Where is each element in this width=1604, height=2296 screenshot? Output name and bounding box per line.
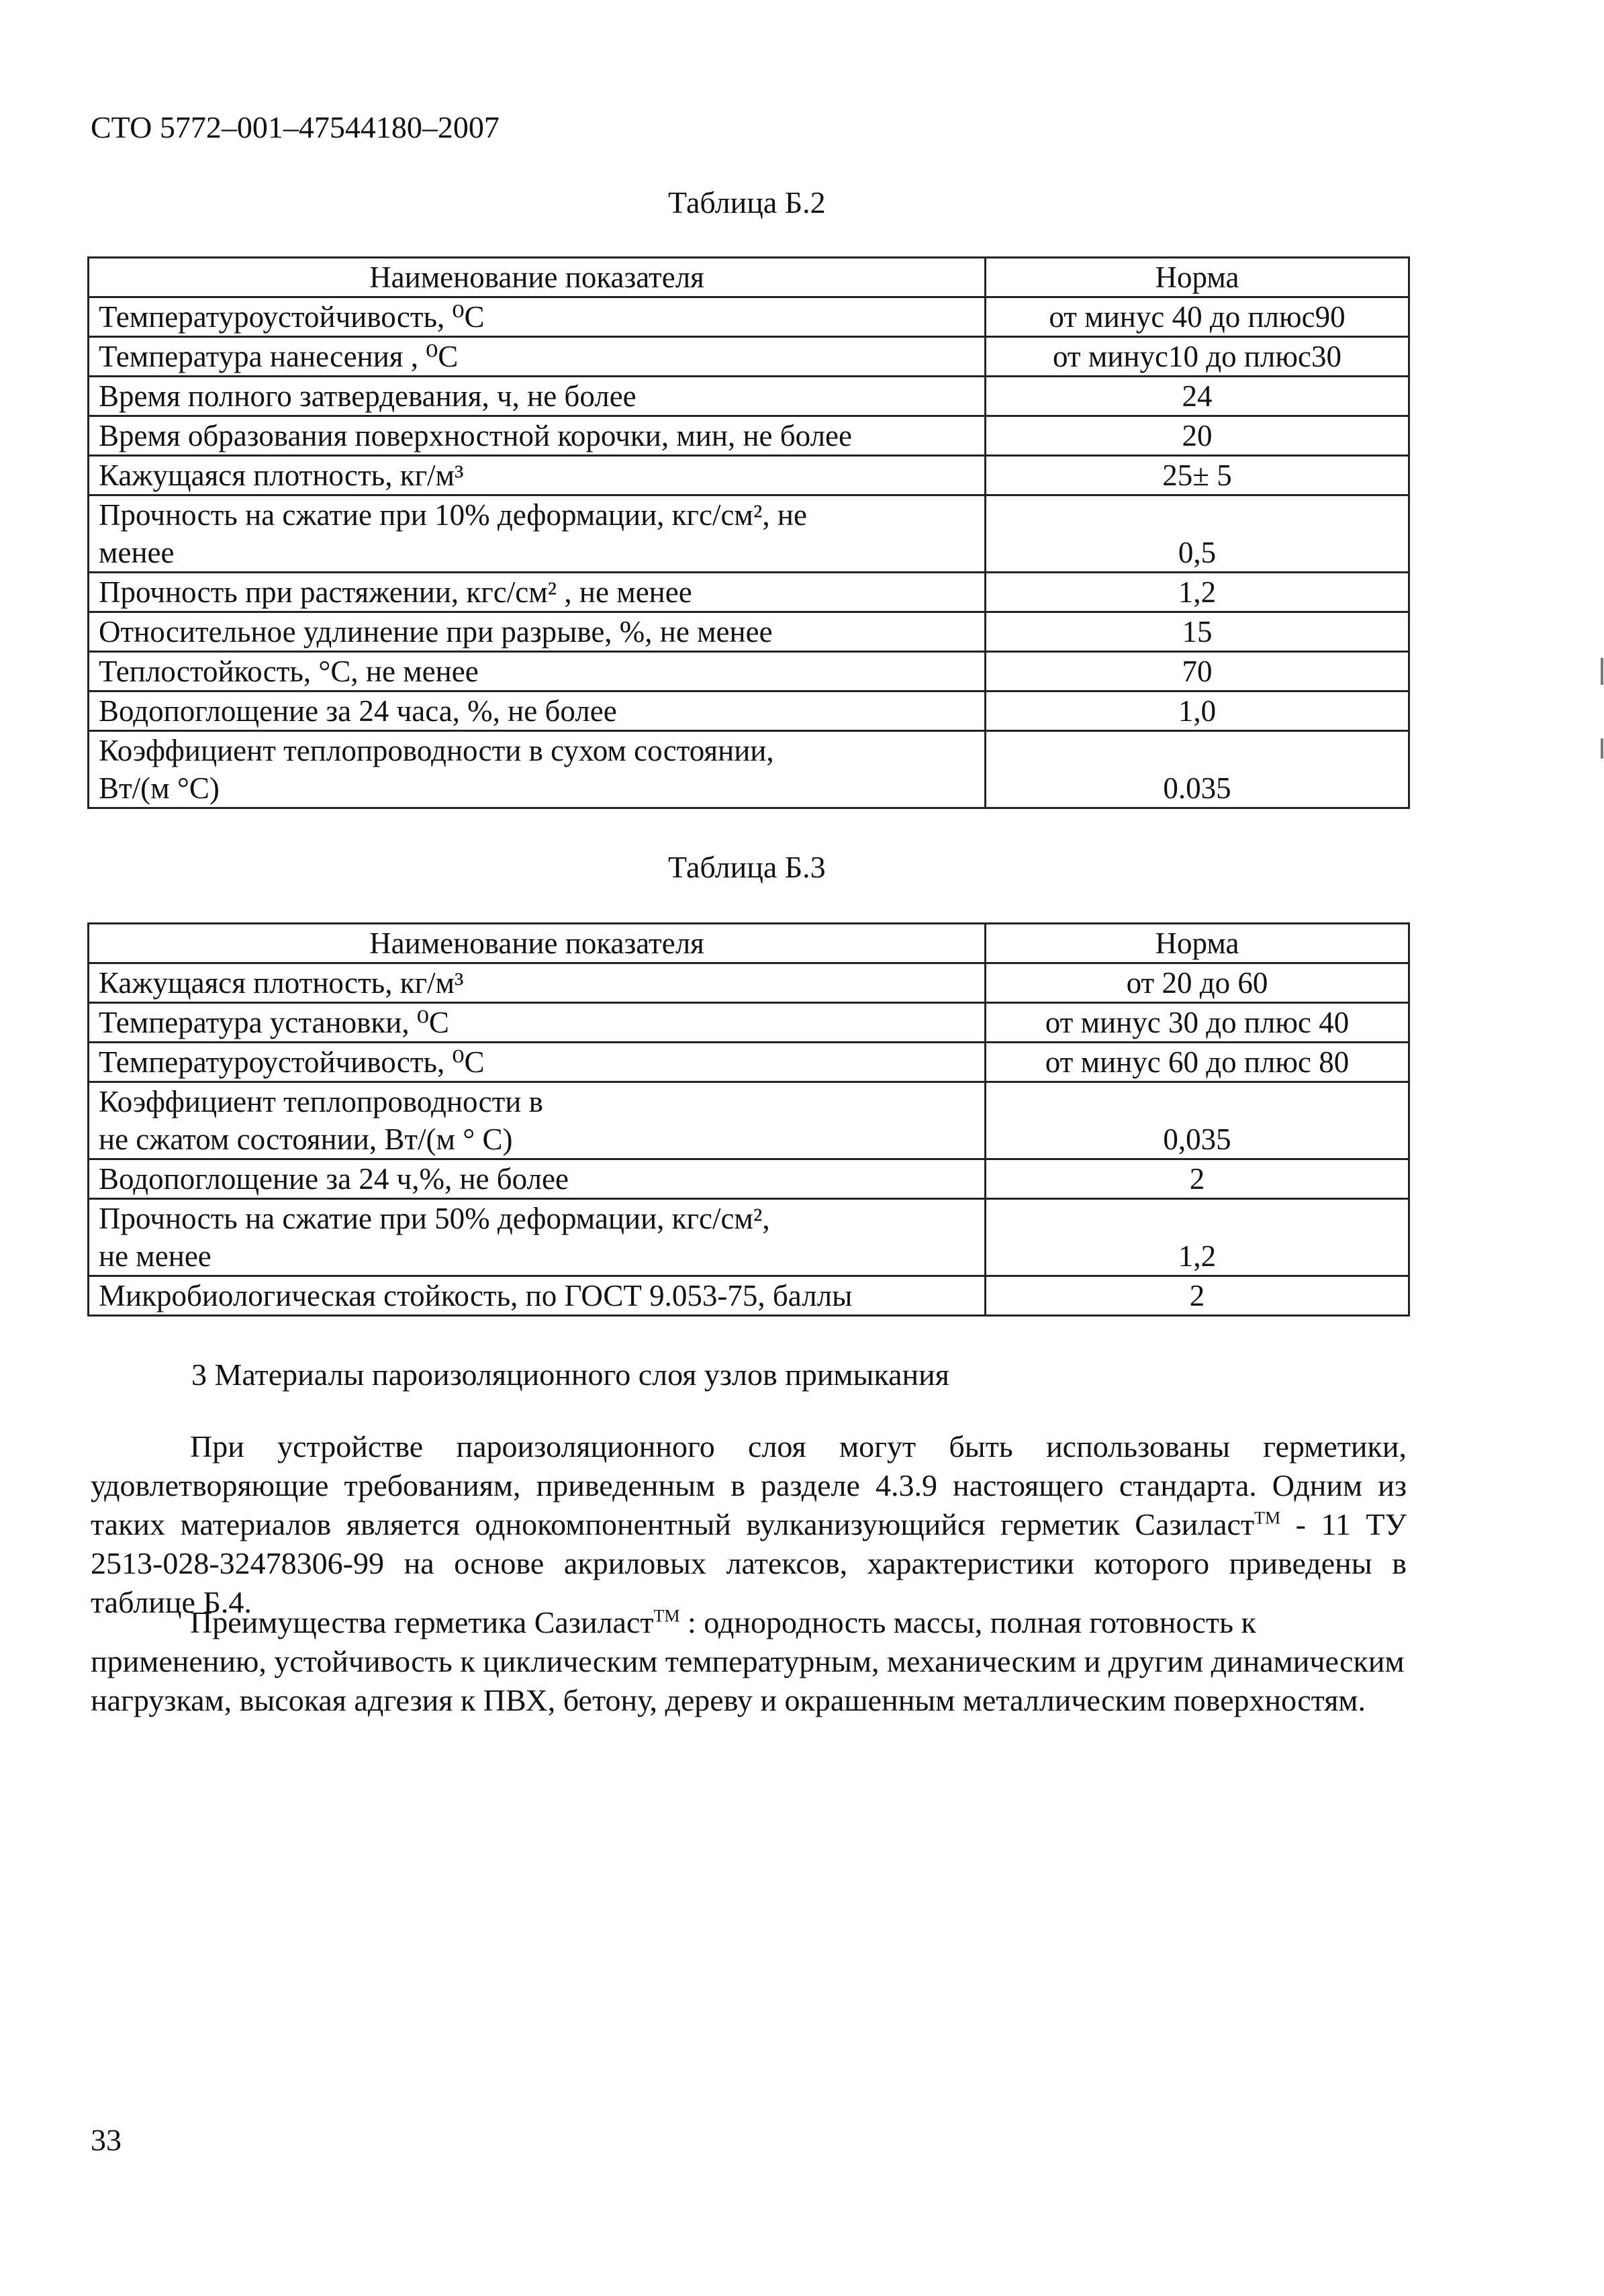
table-b2-caption: Таблица Б.2 [668, 185, 826, 220]
trademark-mark: TM [653, 1606, 680, 1626]
norm-cell: 70 [986, 652, 1409, 691]
table-b2 [87, 256, 1410, 809]
norm-cell: 25± 5 [986, 456, 1409, 495]
document-code: СТО 5772–001–47544180–2007 [91, 110, 500, 144]
page-number: 33 [91, 2123, 122, 2157]
norm-cell: 0,5 [986, 495, 1409, 573]
indicator-line: менее [99, 536, 175, 569]
table-row [89, 337, 1409, 377]
table-row [89, 573, 1409, 612]
indicator-cell: Микробиологическая стойкость, по ГОСТ 9.053-75, баллы [89, 1276, 986, 1316]
paragraph [91, 1427, 1407, 1622]
column-header-norm: Норма [986, 258, 1409, 297]
table-row [89, 377, 1409, 416]
indicator-line: Коэффициент теплопроводности в [99, 1085, 543, 1118]
table-row [89, 495, 1409, 573]
indicator-line: не сжатом состоянии, Вт/(м ° С) [99, 1122, 513, 1156]
table-row [89, 1159, 1409, 1199]
indicator-line: не менее [99, 1239, 211, 1273]
norm-cell: 0,035 [986, 1082, 1409, 1159]
indicator-cell [89, 1082, 986, 1159]
column-header-norm: Норма [986, 924, 1409, 963]
norm-cell: 1,0 [986, 691, 1409, 731]
scan-edge-mark [1601, 738, 1603, 759]
paragraph-text: - 11 ТУ 2513-028-32478306-99 на основе акриловых латексов, характеристики которого приведены в таблице Б.4. [91, 1507, 1407, 1619]
indicator-line: Коэффициент теплопроводности в сухом состоянии, [99, 734, 774, 767]
norm-cell: 0.035 [986, 731, 1409, 808]
indicator-cell: Температура установки, ⁰С [89, 1003, 986, 1043]
norm-cell: 2 [986, 1159, 1409, 1199]
table-row [89, 612, 1409, 652]
section-heading: 3 Материалы пароизоляционного слоя узлов примыкания [191, 1357, 949, 1392]
table-row [89, 652, 1409, 691]
table-row [89, 731, 1409, 808]
paragraph-text: : однородность массы, полная готовность к применению, устойчивость к циклическим температурным, механическим и другим динамическим нагрузкам, высокая адгезия к ПВХ, бетону, дереву и окрашенным металлическим поверхностям. [91, 1605, 1405, 1717]
column-header-indicator: Наименование показателя [89, 924, 986, 963]
table-row [89, 297, 1409, 337]
norm-cell: от минус10 до плюс30 [986, 337, 1409, 377]
norm-cell: 2 [986, 1276, 1409, 1316]
indicator-cell: Кажущаяся плотность, кг/м³ [89, 963, 986, 1003]
table-row [89, 416, 1409, 456]
table-header-row [89, 258, 1409, 297]
table-row [89, 1003, 1409, 1043]
table-row [89, 1082, 1409, 1159]
table-row [89, 456, 1409, 495]
indicator-line: Прочность на сжатие при 50% деформации, кгс/см², [99, 1202, 770, 1235]
indicator-cell: Относительное удлинение при разрыве, %, не менее [89, 612, 986, 652]
norm-cell: 1,2 [986, 1199, 1409, 1276]
indicator-cell: Температуроустойчивость, ⁰С [89, 1043, 986, 1082]
table-row [89, 1276, 1409, 1316]
indicator-cell [89, 1199, 986, 1276]
table-row [89, 963, 1409, 1003]
trademark-mark: TM [1254, 1508, 1281, 1528]
norm-cell: 24 [986, 377, 1409, 416]
paragraph [91, 1603, 1407, 1720]
column-header-indicator: Наименование показателя [89, 258, 986, 297]
indicator-cell [89, 731, 986, 808]
indicator-cell: Температура нанесения , ⁰С [89, 337, 986, 377]
table-header-row [89, 924, 1409, 963]
indicator-cell: Прочность при растяжении, кгс/см² , не менее [89, 573, 986, 612]
table-b3-caption: Таблица Б.3 [668, 850, 826, 884]
norm-cell: от минус 40 до плюс90 [986, 297, 1409, 337]
norm-cell: 20 [986, 416, 1409, 456]
scan-edge-mark [1601, 658, 1603, 685]
indicator-cell: Время образования поверхностной корочки, мин, не более [89, 416, 986, 456]
table-row [89, 691, 1409, 731]
indicator-cell: Водопоглощение за 24 ч,%, не более [89, 1159, 986, 1199]
indicator-cell: Водопоглощение за 24 часа, %, не более [89, 691, 986, 731]
indicator-cell: Кажущаяся плотность, кг/м³ [89, 456, 986, 495]
norm-cell: от 20 до 60 [986, 963, 1409, 1003]
indicator-cell: Время полного затвердевания, ч, не более [89, 377, 986, 416]
norm-cell: от минус 30 до плюс 40 [986, 1003, 1409, 1043]
table-row [89, 1199, 1409, 1276]
paragraph-text: При устройстве пароизоляционного слоя могут быть использованы герметики, удовлетворяющие требованиям, приведенным в разделе 4.3.9 настоящего стандарта. Одним из таких материалов является однокомпонентный вулканизующийся герметик Сазиласт [91, 1429, 1407, 1541]
paragraph-text: Преимущества герметика Сазиласт [190, 1605, 654, 1639]
table-b3 [87, 922, 1410, 1317]
indicator-cell [89, 495, 986, 573]
norm-cell: от минус 60 до плюс 80 [986, 1043, 1409, 1082]
norm-cell: 15 [986, 612, 1409, 652]
norm-cell: 1,2 [986, 573, 1409, 612]
indicator-cell: Температуроустойчивость, ⁰С [89, 297, 986, 337]
indicator-line: Прочность на сжатие при 10% деформации, кгс/см², не [99, 498, 807, 532]
indicator-line: Вт/(м °С) [99, 771, 220, 805]
indicator-cell: Теплостойкость, °С, не менее [89, 652, 986, 691]
table-row [89, 1043, 1409, 1082]
